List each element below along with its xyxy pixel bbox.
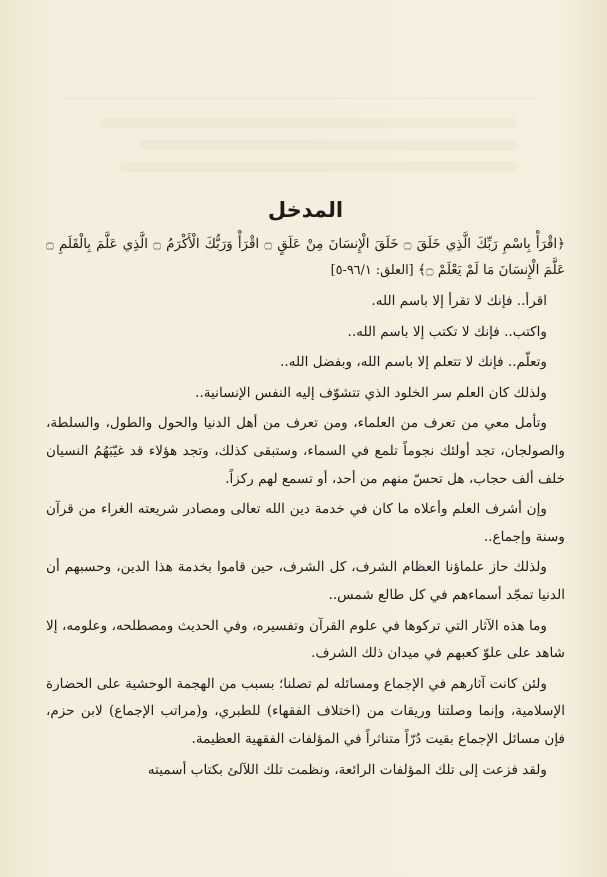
paragraph-7: ولذلك حاز علماؤنا العظام الشرف، كل الشرف، حين قاموا بخدمة هذا الدين، وحسبهم أن الدنيا تمجّد أسماءهم في كل طالع شمس..	[46, 559, 565, 603]
chapter-title: المدخل	[267, 198, 344, 222]
paragraph-9: ولئن كانت آثارهم في الإجماع ومسائله لم تصلنا؛ بسبب من الهجمة الوحشية على الحضارة الإسلامية، وإنما وصلتنا وريقات من (اختلاف الفقهاء) للطبري، و(مراتب الإجماع) لابن حزم، فإن مسائل الإجماع بقيت دُرّاً متناثراً في المؤلفات الفقهية العظيمة.	[46, 675, 565, 747]
paragraph-10: ولقد فزعت إلى تلك المؤلفات الرائعة، ونظمت تلك اللآلئ بكتاب أسميته	[147, 761, 547, 778]
paragraph-5: وتأمل معي من تعرف من العلماء، ومن تعرف من أهل الدنيا والحول والطول، والسلطة، والصولجان، تجد أولئك نجوماً تلمع في السماء، وستبقى كذلك، وتجد هؤلاء قد غيّبَهُمُ النسيان خلف ألف حجاب، هل تحسّ منهم من أحد، أو تسمع لهم ركزاً.	[46, 415, 565, 487]
quran-reference: [العلق: ٩٦/١-٥]	[330, 263, 414, 278]
quran-verse-block	[46, 232, 565, 284]
bleed-through-header	[60, 76, 537, 99]
page-content	[46, 196, 565, 787]
paragraph-1: اقرأ.. فإنك لا تقرأ إلا باسم الله.	[371, 293, 547, 309]
paragraph-8: وما هذه الآثار التي تركوها في علوم القرآن وتفسيره، وفي الحديث ومصطلحه، وعلومه، إلا شاهد على علوّ كعبهم في ميدان ذلك الشرف.	[46, 617, 565, 662]
bleed-through-line	[100, 118, 517, 128]
bleed-through-line	[140, 140, 517, 150]
paragraph-2: واكتب.. فإنك لا تكتب إلا باسم الله..	[347, 323, 547, 340]
bleed-through-line	[120, 162, 517, 172]
quran-verse: ﴿اقْرَأْ بِاسْمِ رَبِّكَ الَّذِي خَلَقَ ۝ خَلَقَ الْإِنسَانَ مِنْ عَلَقٍ ۝ اقْرَأْ وَرَبُّكَ الْأَكْرَمُ ۝ الَّذِي عَلَّمَ بِالْقَلَمِ ۝ عَلَّمَ الْإِنسَانَ مَا لَمْ يَعْلَمْ ۝﴾	[46, 237, 565, 278]
paragraph-4: ولذلك كان العلم سر الخلود الذي تتشوّف إليه النفس الإنسانية..	[195, 384, 547, 401]
paragraph-6: وإن أشرف العلم وأعلاه ما كان في خدمة دين الله تعالى ومصادر شريعته الغراء من قرآن وسنة وإجماع..	[46, 501, 565, 545]
paragraph-3: وتعلّم.. فإنك لا تتعلم إلا باسم الله، وبفضل الله..	[280, 354, 547, 371]
